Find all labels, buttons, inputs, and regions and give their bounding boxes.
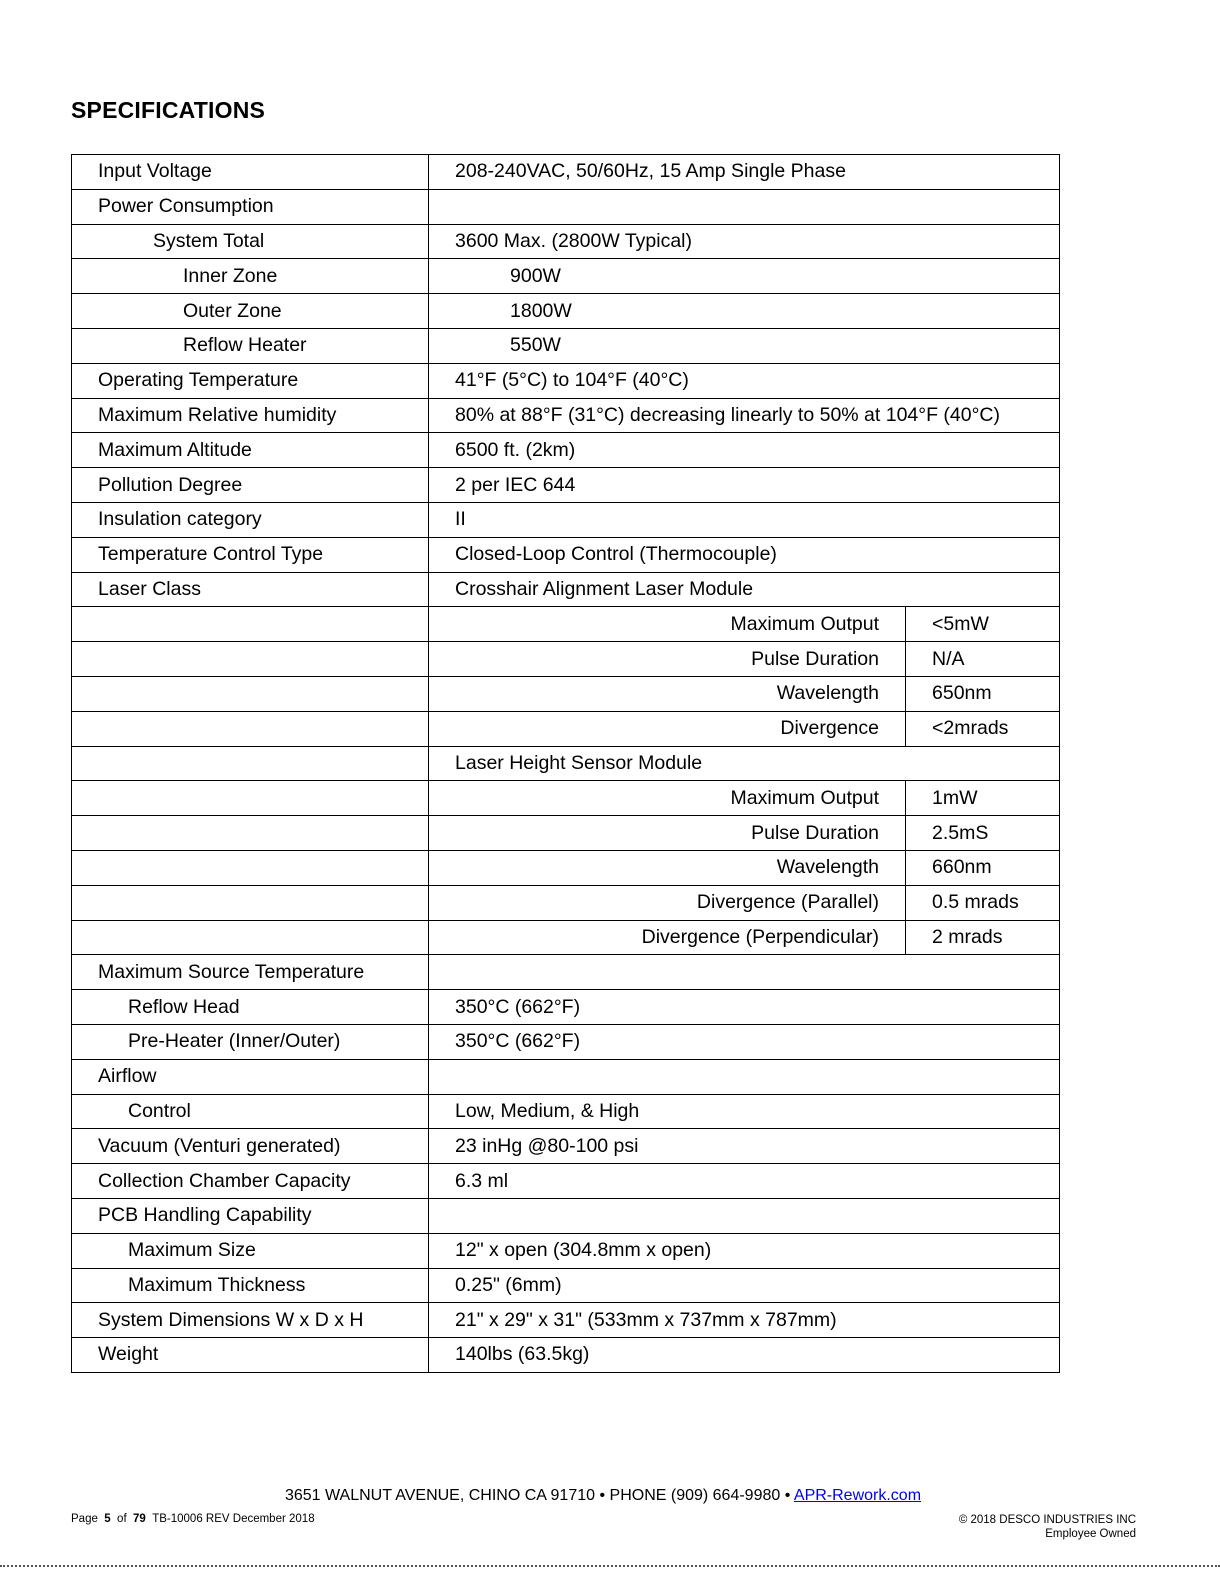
copyright-text: © 2018 DESCO INDUSTRIES INC [958, 1514, 1136, 1526]
table-row [72, 781, 1060, 816]
table-row [72, 816, 1060, 851]
spec-value: 3600 Max. (2800W Typical) [429, 224, 1060, 259]
spec-value: 23 inHg @80-100 psi [429, 1129, 1060, 1164]
spec-label: Maximum Relative humidity [72, 398, 429, 433]
document-reference: TB-10006 REV December 2018 [152, 1513, 315, 1525]
spec-label: Control [72, 1094, 429, 1129]
copyright-block [959, 1513, 1136, 1541]
laser-spec-label: Wavelength [429, 850, 906, 885]
spec-label: Maximum Altitude [72, 433, 429, 468]
table-row [72, 1198, 1060, 1233]
table-row [72, 363, 1060, 398]
table-row [72, 1233, 1060, 1268]
table-row [72, 955, 1060, 990]
laser-spec-value: 2 mrads [906, 920, 1060, 955]
table-row [72, 294, 1060, 329]
table-row [72, 1094, 1060, 1129]
table-row [72, 259, 1060, 294]
spec-label: Maximum Thickness [72, 1268, 429, 1303]
laser-spec-value: N/A [906, 642, 1060, 677]
spec-value: 6500 ft. (2km) [429, 433, 1060, 468]
laser-spec-value: 660nm [906, 850, 1060, 885]
spec-label: Airflow [72, 1059, 429, 1094]
spec-value: Low, Medium, & High [429, 1094, 1060, 1129]
empty-cell [72, 816, 429, 851]
spec-label: Temperature Control Type [72, 537, 429, 572]
page-total: 79 [133, 1513, 146, 1525]
employee-owned-text: Employee Owned [1045, 1528, 1136, 1540]
spec-label: Inner Zone [72, 259, 429, 294]
page-word: Page [71, 1513, 98, 1525]
table-row [72, 224, 1060, 259]
spec-label: Input Voltage [72, 155, 429, 190]
table-row [72, 990, 1060, 1025]
spec-label: Pre-Heater (Inner/Outer) [72, 1024, 429, 1059]
table-row [72, 433, 1060, 468]
of-word: of [117, 1513, 127, 1525]
empty-cell [72, 920, 429, 955]
website-link[interactable]: APR-Rework.com [793, 1487, 922, 1504]
spec-value: 900W [429, 259, 1060, 294]
laser-spec-value: 0.5 mrads [906, 885, 1060, 920]
table-row [72, 1059, 1060, 1094]
table-row [72, 885, 1060, 920]
table-row [72, 502, 1060, 537]
table-row [72, 1129, 1060, 1164]
spec-value: 21" x 29" x 31" (533mm x 737mm x 787mm) [429, 1303, 1060, 1338]
spec-value: 6.3 ml [429, 1164, 1060, 1199]
specifications-table [71, 154, 1060, 1373]
table-row [72, 920, 1060, 955]
spec-label: Weight [72, 1338, 429, 1373]
empty-cell [72, 642, 429, 677]
table-row [72, 1303, 1060, 1338]
table-row [72, 1164, 1060, 1199]
footer-address-text: 3651 WALNUT AVENUE, CHINO CA 91710 • PHONE (909) 664-9980 • [284, 1487, 794, 1504]
table-row [72, 468, 1060, 503]
page-edge-divider [0, 1565, 1220, 1567]
spec-value: 0.25" (6mm) [429, 1268, 1060, 1303]
empty-cell [72, 746, 429, 781]
empty-cell [72, 676, 429, 711]
footer-address [0, 1487, 1206, 1505]
laser-spec-value: <5mW [906, 607, 1060, 642]
spec-value: 80% at 88°F (31°C) decreasing linearly to 50% at 104°F (40°C) [429, 398, 1060, 433]
spec-label: Laser Class [72, 572, 429, 607]
table-row [72, 155, 1060, 190]
table-row [72, 189, 1060, 224]
table-row [72, 398, 1060, 433]
spec-label: Collection Chamber Capacity [72, 1164, 429, 1199]
empty-cell [72, 781, 429, 816]
empty-cell [72, 607, 429, 642]
laser-spec-label: Maximum Output [429, 607, 906, 642]
laser-spec-value: 1mW [906, 781, 1060, 816]
page-title: SPECIFICATIONS [71, 97, 266, 123]
spec-label: Pollution Degree [72, 468, 429, 503]
laser-spec-label: Divergence [429, 711, 906, 746]
spec-label: Maximum Source Temperature [72, 955, 429, 990]
table-row [72, 328, 1060, 363]
spec-label: Vacuum (Venturi generated) [72, 1129, 429, 1164]
table-row [72, 711, 1060, 746]
spec-label: Operating Temperature [72, 363, 429, 398]
spec-label: System Total [72, 224, 429, 259]
table-row [72, 607, 1060, 642]
spec-value: 550W [429, 328, 1060, 363]
spec-value: Crosshair Alignment Laser Module [429, 572, 1060, 607]
spec-label: PCB Handling Capability [72, 1198, 429, 1233]
page-number: 5 [104, 1513, 111, 1525]
spec-value [429, 955, 1060, 990]
spec-value: 208-240VAC, 50/60Hz, 15 Amp Single Phase [429, 155, 1060, 190]
table-row [72, 1338, 1060, 1373]
table-row [72, 1268, 1060, 1303]
laser-spec-label: Pulse Duration [429, 816, 906, 851]
spec-value [429, 1198, 1060, 1233]
spec-label: Reflow Head [72, 990, 429, 1025]
spec-value: Closed-Loop Control (Thermocouple) [429, 537, 1060, 572]
spec-value: 12" x open (304.8mm x open) [429, 1233, 1060, 1268]
spec-value: 41°F (5°C) to 104°F (40°C) [429, 363, 1060, 398]
laser-spec-label: Pulse Duration [429, 642, 906, 677]
empty-cell [72, 885, 429, 920]
spec-label: Reflow Heater [72, 328, 429, 363]
laser-spec-value: 650nm [906, 676, 1060, 711]
spec-label: Outer Zone [72, 294, 429, 329]
empty-cell [72, 850, 429, 885]
spec-value [429, 1059, 1060, 1094]
spec-label: Maximum Size [72, 1233, 429, 1268]
laser-spec-label: Divergence (Perpendicular) [429, 920, 906, 955]
table-row [72, 572, 1060, 607]
spec-value: 140lbs (63.5kg) [429, 1338, 1060, 1373]
spec-value: 2 per IEC 644 [429, 468, 1060, 503]
spec-value [429, 189, 1060, 224]
page-info [71, 1513, 315, 1525]
table-row [72, 537, 1060, 572]
table-row [72, 676, 1060, 711]
laser-spec-value: <2mrads [906, 711, 1060, 746]
spec-value: 1800W [429, 294, 1060, 329]
empty-cell [72, 711, 429, 746]
table-row [72, 746, 1060, 781]
laser-spec-label: Maximum Output [429, 781, 906, 816]
table-row [72, 850, 1060, 885]
laser-module-title: Laser Height Sensor Module [429, 746, 1060, 781]
laser-spec-label: Divergence (Parallel) [429, 885, 906, 920]
laser-spec-value: 2.5mS [906, 816, 1060, 851]
spec-value: 350°C (662°F) [429, 1024, 1060, 1059]
spec-value: 350°C (662°F) [429, 990, 1060, 1025]
table-row [72, 1024, 1060, 1059]
spec-label: Power Consumption [72, 189, 429, 224]
spec-label: Insulation category [72, 502, 429, 537]
laser-spec-label: Wavelength [429, 676, 906, 711]
table-row [72, 642, 1060, 677]
spec-value: II [429, 502, 1060, 537]
spec-label: System Dimensions W x D x H [72, 1303, 429, 1338]
